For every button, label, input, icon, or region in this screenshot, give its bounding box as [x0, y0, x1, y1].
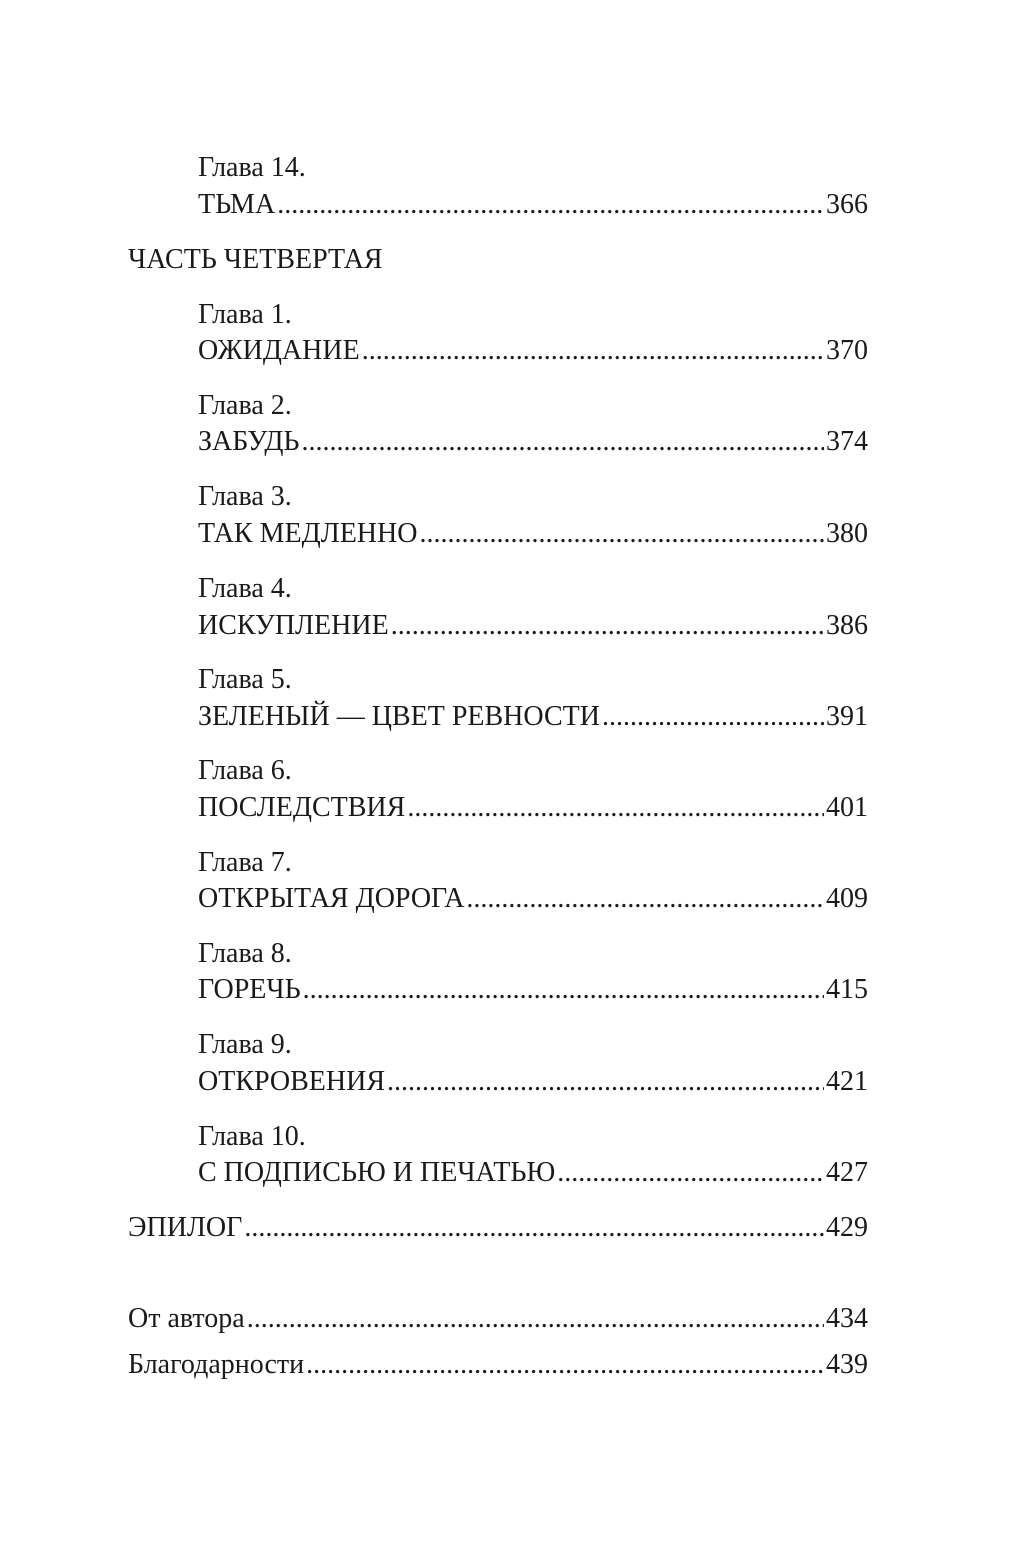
toc-entry-chapter-5[interactable] — [198, 699, 868, 735]
chapter-title: С ПОДПИСЬЮ И ПЕЧАТЬЮ — [198, 1157, 556, 1188]
chapter-title: ОТКРОВЕНИЯ — [198, 1066, 386, 1097]
acknowledgements-title: Благодарности — [128, 1349, 305, 1380]
toc-entry-chapter-8[interactable] — [198, 972, 868, 1008]
chapter-label-14: Глава 14. — [198, 152, 306, 183]
page-number: 391 — [826, 701, 868, 732]
toc-entry-chapter-4[interactable] — [198, 608, 868, 644]
part-heading: ЧАСТЬ ЧЕТВЕРТАЯ — [128, 244, 383, 275]
chapter-title: ТЬМА — [198, 189, 276, 220]
dot-leader — [387, 1064, 824, 1100]
chapter-title: ПОСЛЕДСТВИЯ — [198, 792, 406, 823]
dot-leader — [419, 516, 824, 552]
toc-entry-epilogue[interactable] — [128, 1210, 868, 1246]
toc-entry-chapter-1[interactable] — [198, 333, 868, 369]
toc-entry-chapter-9[interactable] — [198, 1064, 868, 1100]
chapter-label-1: Глава 1. — [198, 299, 292, 330]
page-number: 401 — [826, 792, 868, 823]
page-number: 409 — [826, 883, 868, 914]
page-number: 421 — [826, 1066, 868, 1097]
chapter-label-6: Глава 6. — [198, 755, 292, 786]
page-number: 439 — [826, 1349, 868, 1380]
from-author-title: От автора — [128, 1303, 245, 1334]
page-number: 415 — [826, 974, 868, 1005]
chapter-label-5: Глава 5. — [198, 664, 292, 695]
dot-leader — [602, 699, 824, 735]
chapter-label-10: Глава 10. — [198, 1121, 306, 1152]
dot-leader — [466, 881, 824, 917]
page-number: 374 — [826, 426, 868, 457]
chapter-label-3: Глава 3. — [198, 481, 292, 512]
page-number: 434 — [826, 1303, 868, 1334]
chapter-label-4: Глава 4. — [198, 573, 292, 604]
page-number: 366 — [826, 189, 868, 220]
chapter-title: ТАК МЕДЛЕННО — [198, 518, 418, 549]
page-number: 370 — [826, 335, 868, 366]
toc-entry-chapter-6[interactable] — [198, 790, 868, 826]
toc-entry-chapter-10[interactable] — [198, 1155, 868, 1191]
dot-leader — [306, 1347, 824, 1383]
toc-entry-from-author[interactable] — [128, 1301, 868, 1337]
chapter-title: ГОРЕЧЬ — [198, 974, 301, 1005]
dot-leader — [277, 187, 824, 223]
chapter-label-2: Глава 2. — [198, 390, 292, 421]
dot-leader — [557, 1155, 824, 1191]
dot-leader — [244, 1210, 824, 1246]
dot-leader — [303, 972, 824, 1008]
chapter-label-7: Глава 7. — [198, 847, 292, 878]
chapter-title: ЗЕЛЕНЫЙ — ЦВЕТ РЕВНОСТИ — [198, 701, 600, 732]
page-number: 429 — [826, 1212, 868, 1243]
toc-entry-chapter-3[interactable] — [198, 516, 868, 552]
dot-leader — [407, 790, 824, 826]
toc-entry-acknowledgements[interactable] — [128, 1347, 868, 1383]
chapter-title: ОТКРЫТАЯ ДОРОГА — [198, 883, 465, 914]
toc-entry-chapter-14[interactable] — [198, 187, 868, 223]
chapter-label-9: Глава 9. — [198, 1029, 292, 1060]
chapter-title: ОЖИДАНИЕ — [198, 335, 360, 366]
toc-entry-chapter-7[interactable] — [198, 881, 868, 917]
dot-leader — [247, 1301, 824, 1337]
dot-leader — [362, 333, 824, 369]
page-number: 386 — [826, 610, 868, 641]
chapter-title: ИСКУПЛЕНИЕ — [198, 610, 389, 641]
toc-entry-chapter-2[interactable] — [198, 424, 868, 460]
epilogue-title: ЭПИЛОГ — [128, 1212, 243, 1243]
page-number: 380 — [826, 518, 868, 549]
chapter-label-8: Глава 8. — [198, 938, 292, 969]
dot-leader — [391, 608, 824, 644]
page-number: 427 — [826, 1157, 868, 1188]
dot-leader — [302, 424, 824, 460]
chapter-title: ЗАБУДЬ — [198, 426, 300, 457]
